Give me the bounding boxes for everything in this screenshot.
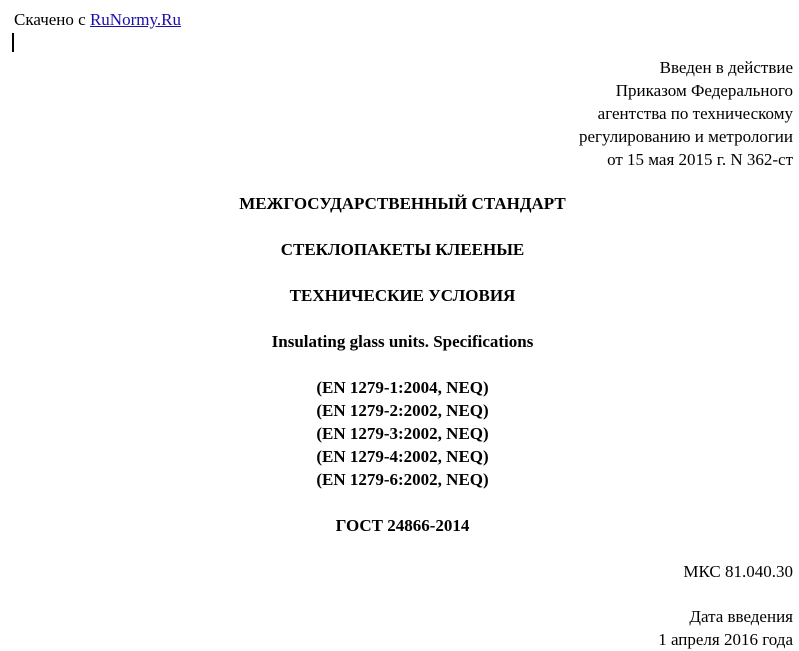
approval-line: Приказом Федерального (615, 81, 793, 100)
standard-type-text: МЕЖГОСУДАРСТВЕННЫЙ СТАНДАРТ (239, 194, 566, 213)
introduction-label: Дата введения (689, 607, 793, 626)
reference-text: (EN 1279-2:2002, NEQ) (316, 401, 489, 420)
conditions-heading (0, 284, 799, 307)
source-prefix: Скачено с (14, 10, 86, 29)
source-link[interactable]: RuNormy.Ru (89, 10, 181, 29)
reference-line (0, 376, 799, 399)
reference-text: (EN 1279-4:2002, NEQ) (316, 447, 489, 466)
product-heading (0, 238, 799, 261)
mks-code-text: МКС 81.040.30 (683, 562, 793, 581)
conditions-text: ТЕХНИЧЕСКИЕ УСЛОВИЯ (289, 286, 516, 305)
text-cursor (12, 33, 14, 52)
approval-line: от 15 мая 2015 г. N 362-ст (607, 150, 793, 169)
reference-text: (EN 1279-3:2002, NEQ) (316, 424, 489, 443)
approval-block (579, 56, 793, 171)
english-title-text: Insulating glass units. Specifications (271, 332, 534, 351)
mks-code (683, 560, 793, 583)
source-line (14, 9, 181, 31)
approval-line: агентства по техническому (597, 104, 793, 123)
reference-text: (EN 1279-6:2002, NEQ) (316, 470, 489, 489)
reference-line (0, 468, 799, 491)
product-text: СТЕКЛОПАКЕТЫ КЛЕЕНЫЕ (280, 240, 525, 259)
english-title (0, 330, 799, 353)
gost-number-text: ГОСТ 24866-2014 (335, 516, 470, 535)
approval-line: регулированию и метрологии (578, 127, 793, 146)
reference-text: (EN 1279-1:2004, NEQ) (316, 378, 489, 397)
approval-line: Введен в действие (659, 58, 793, 77)
references-block (0, 376, 799, 491)
reference-line (0, 399, 799, 422)
gost-number (0, 514, 799, 537)
introduction-date-block (658, 605, 793, 651)
reference-line (0, 445, 799, 468)
reference-line (0, 422, 799, 445)
standard-type-heading (0, 192, 799, 215)
introduction-date: 1 апреля 2016 года (658, 630, 793, 649)
